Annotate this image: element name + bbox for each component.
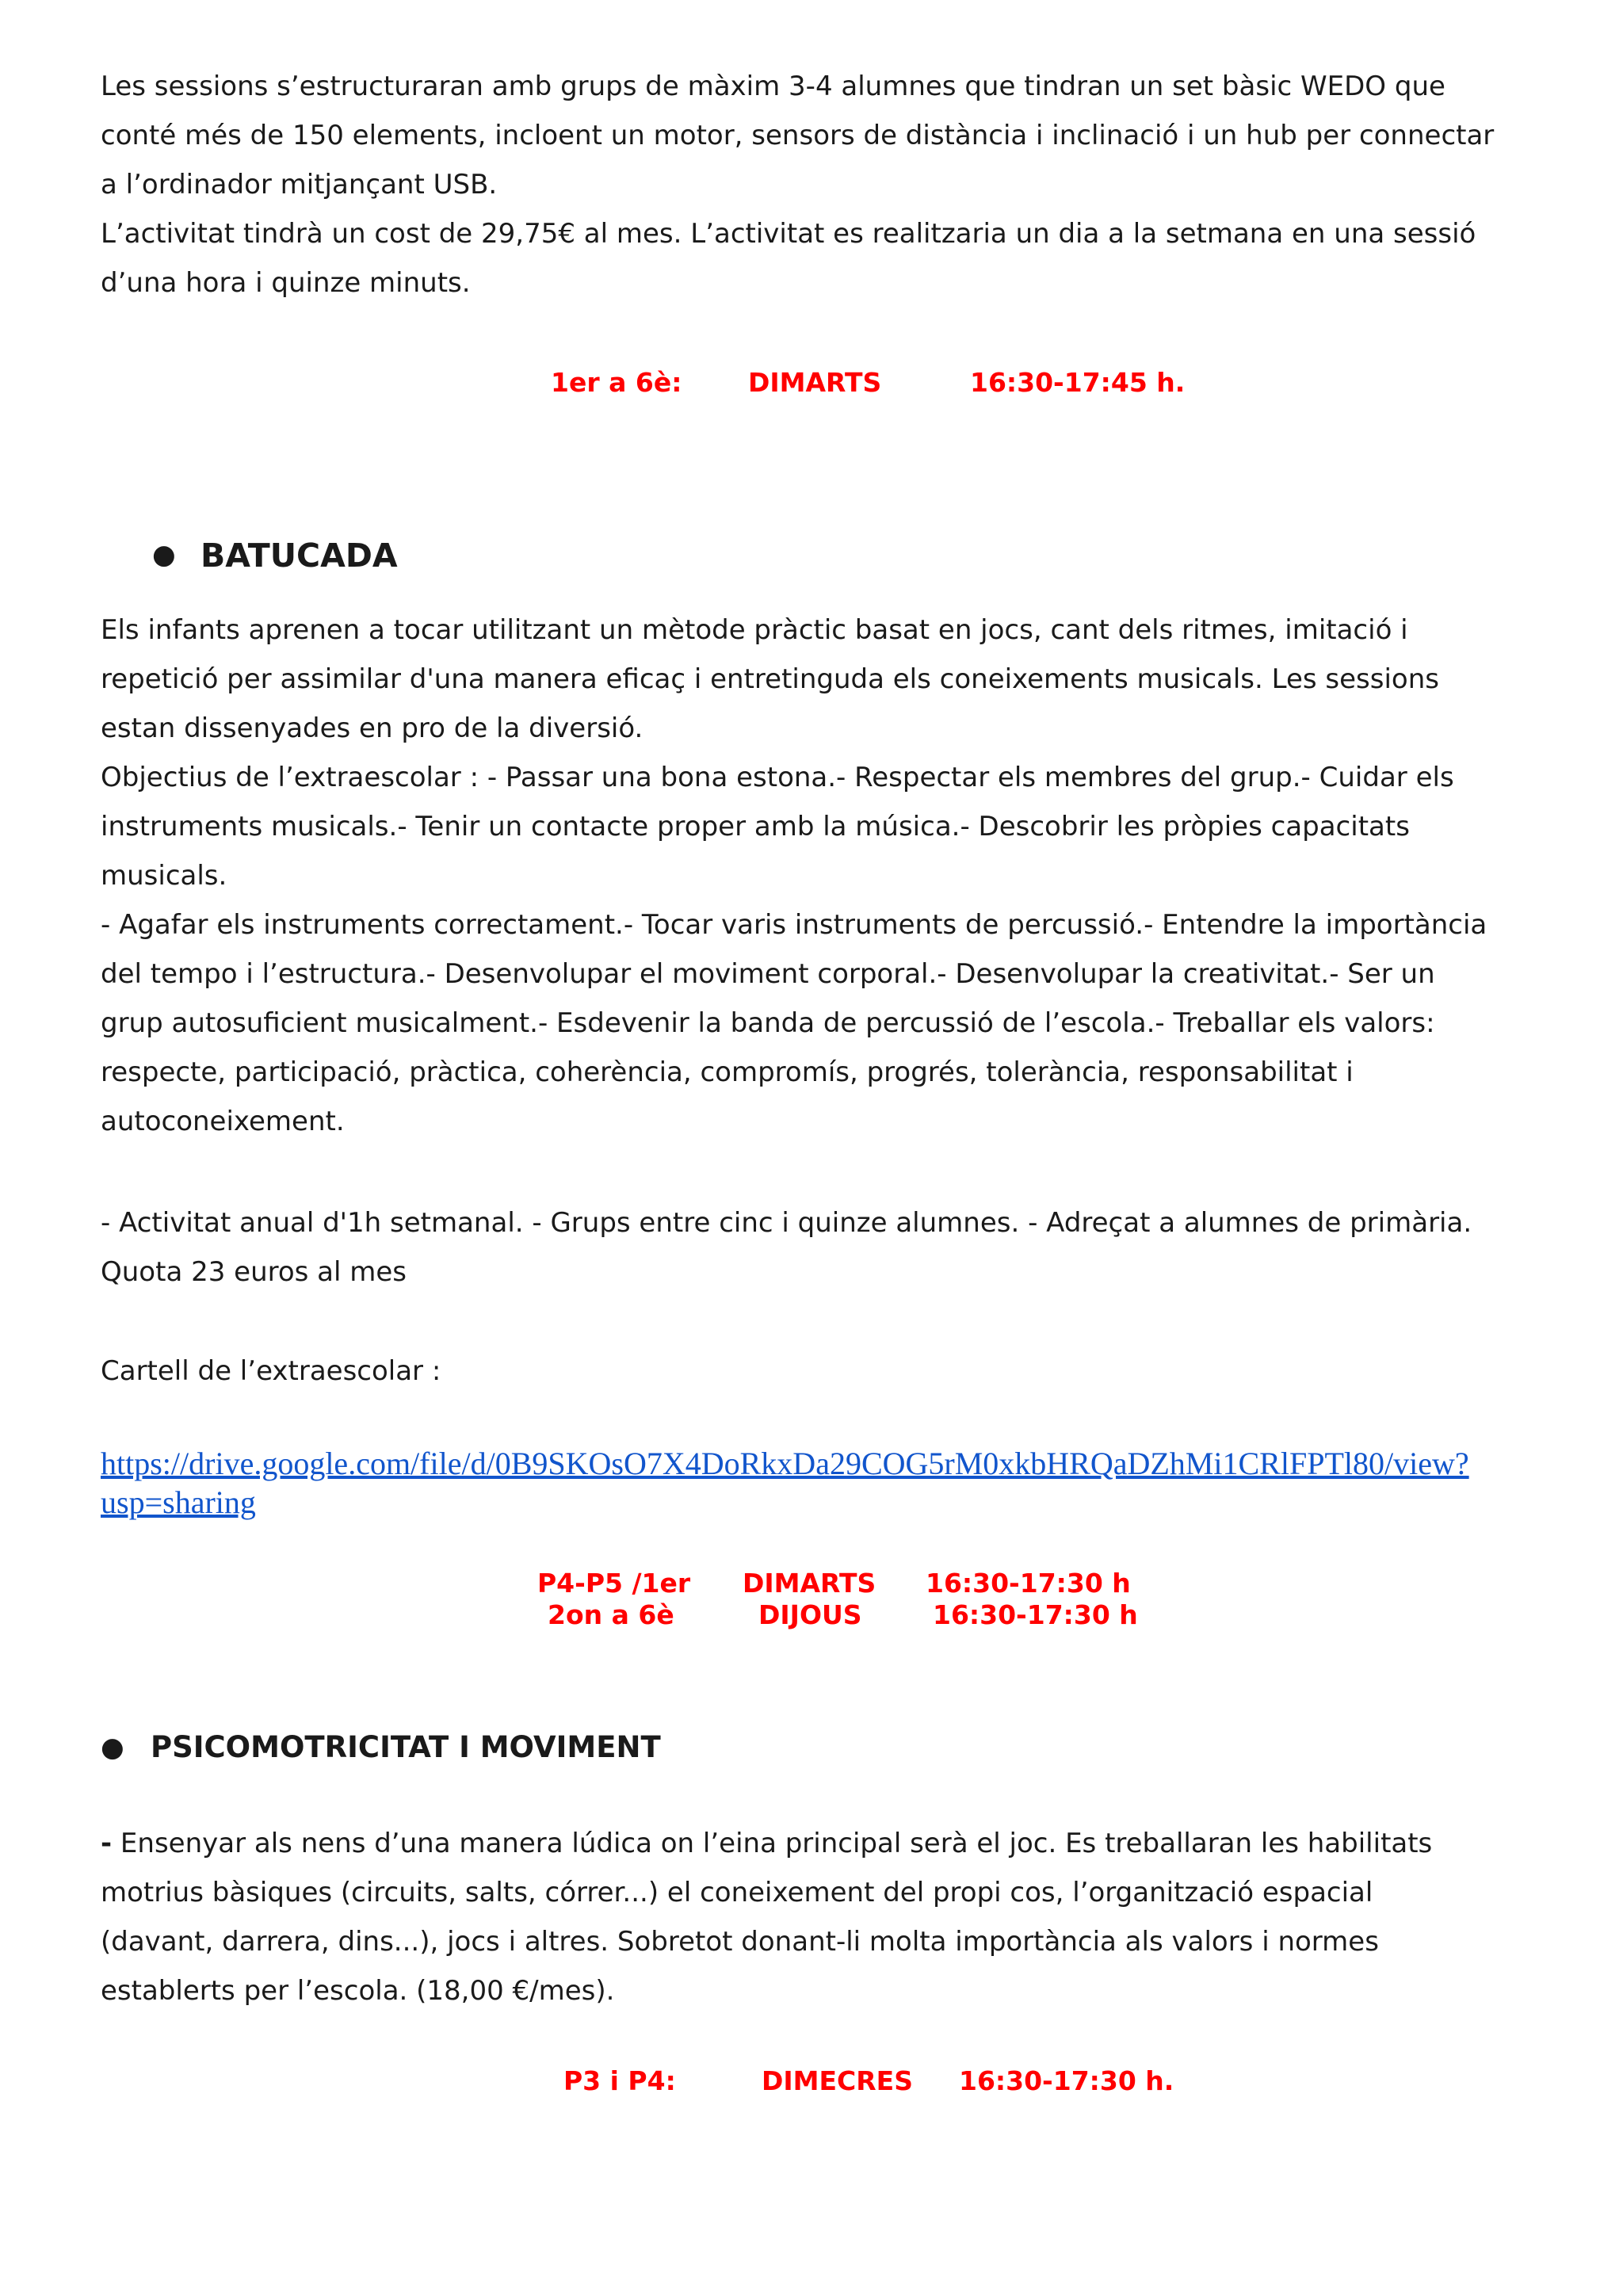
psicomotricitat-paragraph: [101, 1819, 1524, 2015]
intro-paragraph: [101, 62, 1524, 308]
schedule-day: DIMARTS: [743, 1568, 876, 1599]
text-fragment: Ensenyar als nens d’una manera lúdica on l’eina principal serà el joc. Es treballaran les habilitats: [112, 1828, 1433, 1859]
text-line: grup autosuficient musicalment.- Esdevenir la banda de percussió de l’escola.- Treballar els valors:: [101, 1007, 1435, 1039]
text-line: del tempo i l’estructura.- Desenvolupar el moviment corporal.- Desenvolupar la creativitat.- Ser un: [101, 958, 1435, 990]
schedule-time: 16:30-17:45 h.: [970, 367, 1186, 398]
schedule-time: 16:30-17:30 h: [933, 1599, 1138, 1630]
text-line: - Activitat anual d'1h setmanal. - Grups entre cinc i quinze alumnes. - Adreçat a alumnes de primària.: [101, 1207, 1472, 1239]
schedule-group: P3 i P4:: [563, 2065, 676, 2096]
batucada-activity-info: [101, 1198, 1524, 1297]
text-line: d’una hora i quinze minuts.: [101, 267, 471, 299]
text-line: Les sessions s’estructuraran amb grups de màxim 3-4 alumnes que tindran un set bàsic WEDO que: [101, 71, 1445, 102]
section-title-batucada: BATUCADA: [200, 537, 398, 575]
text-line: (davant, darrera, dins...), jocs i altres. Sobretot donant-li molta importància als valors i normes: [101, 1926, 1379, 1958]
text-line: [101, 1819, 1524, 1868]
section-title-psicomotricitat: PSICOMOTRICITAT I MOVIMENT: [151, 1730, 661, 1764]
text-line: musicals.: [101, 860, 227, 892]
poster-link[interactable]: [101, 1444, 1524, 1522]
text-line: Quota 23 euros al mes: [101, 1256, 407, 1288]
text-line: motrius bàsiques (circuits, salts, córrer...) el coneixement del propi cos, l’organització espacial: [101, 1877, 1373, 1908]
schedule-group: 1er a 6è:: [551, 367, 682, 398]
dash-mark: -: [101, 1828, 113, 1859]
schedule-time: 16:30-17:30 h: [926, 1568, 1131, 1599]
text-line: conté més de 150 elements, incloent un motor, sensors de distància i inclinació i un hub per connectar: [101, 120, 1495, 151]
text-line: estan dissenyades en pro de la diversió.: [101, 712, 643, 744]
text-line: instruments musicals.- Tenir un contacte proper amb la música.- Descobrir les pròpies capacitats: [101, 811, 1410, 842]
bullet-icon: ●: [101, 1732, 124, 1763]
poster-label: Cartell de l’extraescolar :: [101, 1355, 441, 1387]
link-line[interactable]: usp=sharing: [101, 1484, 256, 1520]
text-line: a l’ordinador mitjançant USB.: [101, 169, 498, 201]
text-line: Objectius de l’extraescolar : - Passar una bona estona.- Respectar els membres del grup.- Cuidar els: [101, 762, 1454, 793]
text-line: - Agafar els instruments correctament.- Tocar varis instruments de percussió.- Entendre la importància: [101, 909, 1487, 941]
text-line: Els infants aprenen a tocar utilitzant un mètode pràctic basat en jocs, cant dels ritmes, imitació i: [101, 614, 1408, 646]
schedule-day: DIMECRES: [762, 2065, 913, 2096]
link-line[interactable]: https://drive.google.com/file/d/0B9SKOsO7X4DoRkxDa29COG5rM0xkbHRQaDZhMi1CRlFPTl80/view?: [101, 1446, 1469, 1481]
text-line: establerts per l’escola. (18,00 €/mes).: [101, 1975, 615, 2007]
text-line: repetició per assimilar d'una manera eficaç i entretinguda els coneixements musicals. Les sessions: [101, 663, 1439, 695]
batucada-paragraph: [101, 606, 1524, 1146]
schedule-time: 16:30-17:30 h.: [959, 2065, 1174, 2096]
text-line: respecte, participació, pràctica, coherència, compromís, progrés, tolerància, responsabilitat i: [101, 1056, 1354, 1088]
bullet-icon: ●: [152, 539, 176, 571]
schedule-group: 2on a 6è: [548, 1599, 674, 1630]
schedule-day: DIJOUS: [758, 1599, 862, 1630]
text-line: L’activitat tindrà un cost de 29,75€ al mes. L’activitat es realitzaria un dia a la setmana en una sessió: [101, 218, 1476, 250]
schedule-day: DIMARTS: [748, 367, 882, 398]
text-line: autoconeixement.: [101, 1106, 345, 1137]
schedule-group: P4-P5 /1er: [537, 1568, 691, 1599]
